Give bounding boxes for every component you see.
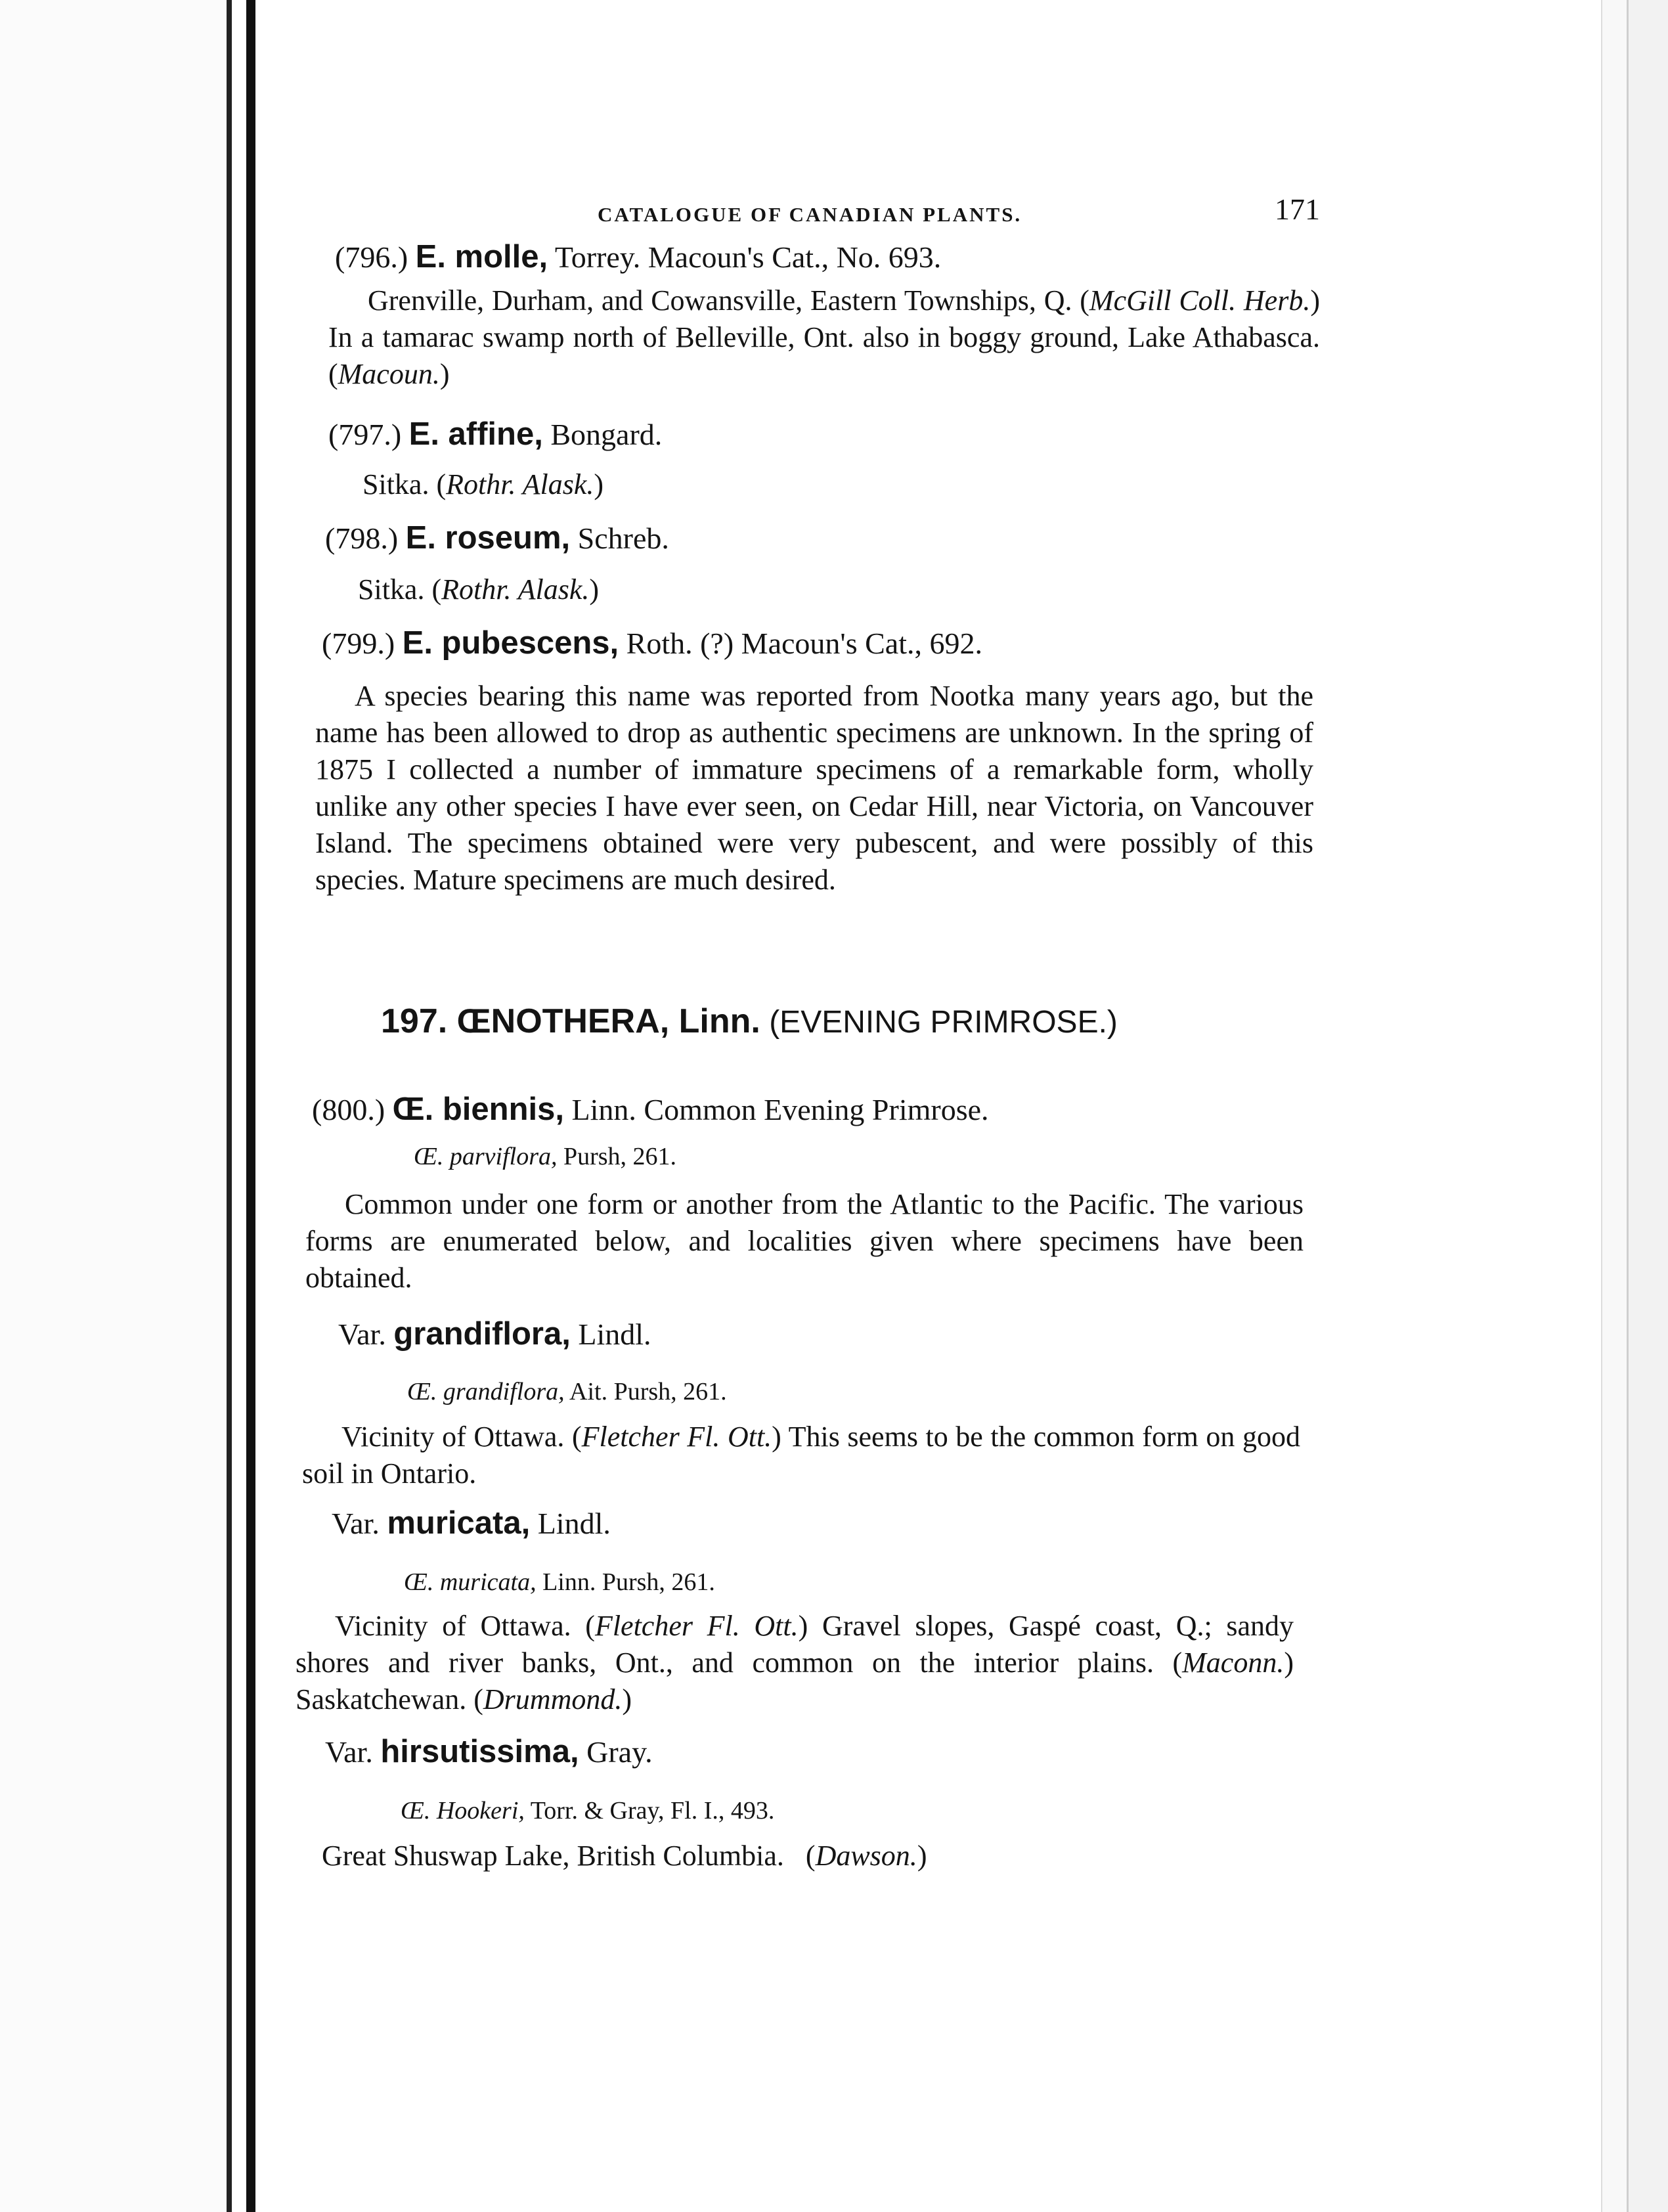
variety-authority: Gray. (586, 1735, 653, 1769)
synonym-name: Œ. muricata, (404, 1568, 537, 1596)
entry-authority: Bongard. (550, 418, 663, 451)
var-grandiflora-synonym (407, 1373, 1412, 1411)
variety-name: hirsutissima, (380, 1734, 579, 1769)
synonym-name: Œ. Hookeri, (401, 1797, 525, 1825)
locality-text: Grenville, Durham, and Cowansville, Eastern Townships, Q. (368, 284, 1072, 317)
note-text: This seems to be the common form on good soil in Ontario. (302, 1421, 1300, 1490)
entry-798-heading (325, 519, 1330, 558)
species-name: E. molle, (415, 239, 548, 275)
locality-text: Sitka. (358, 573, 425, 606)
var-grandiflora-text: Vicinity of Ottawa. (Fletcher Fl. Ott.) This seems to be the common form on good soil in Ontario. (302, 1421, 1300, 1490)
entry-number: (796.) (335, 240, 408, 274)
entry-796-heading (335, 238, 1340, 276)
running-title: CATALOGUE OF CANADIAN PLANTS. (598, 203, 1022, 226)
entry-number: (797.) (328, 418, 402, 451)
synonym-reference: Ait. Pursh, 261. (569, 1378, 727, 1405)
entry-authority: Roth. (?) Macoun's Cat., 692. (626, 627, 982, 660)
var-hirsutissima-text: Great Shuswap Lake, British Columbia. (Dawson.) (322, 1840, 927, 1872)
species-name: E. roseum, (405, 520, 571, 556)
entry-799-text: A species bearing this name was reported from Nootka many years ago, but the name has been allowed to drop as authentic specimens are unknown. In the spring of 1875 I collected a number of immature specimens of a remarkable form, wholly unlike any other species I have ever seen, on Cedar Hill, near Victoria, on Vancouver Island. The specimens obtained were very pubescent, and were possibly of this species. Mature specimens are much desired. (315, 680, 1313, 896)
citation: Fletcher Fl. Ott. (581, 1421, 772, 1453)
entry-800-text: Common under one form or another from the Atlantic to the Pacific. The various forms are enumerated below, and localities given where specimens have been obtained. (305, 1188, 1304, 1294)
var-prefix: Var. (338, 1317, 386, 1351)
var-grandiflora-heading (338, 1315, 1343, 1354)
var-hirsutissima-heading (325, 1733, 1330, 1771)
variety-name: muricata, (387, 1505, 531, 1541)
entry-authority: Linn. Common Evening Primrose. (571, 1093, 989, 1126)
locality-text: Great Shuswap Lake, British Columbia. (322, 1840, 784, 1872)
locality-text: Saskatchewan. (296, 1683, 467, 1715)
genus-heading (381, 1002, 1386, 1042)
var-hirsutissima-synonym (401, 1792, 1405, 1830)
facing-page-edge (0, 0, 227, 2212)
citation: Rothr. Alask. (446, 468, 594, 500)
page-number: 171 (1275, 192, 1320, 226)
entry-800-heading (312, 1090, 1317, 1129)
variety-authority: Lindl. (537, 1507, 611, 1540)
variety-authority: Lindl. (578, 1317, 651, 1351)
citation: Dawson. (815, 1840, 917, 1872)
synonym-reference: Pursh, 261. (563, 1143, 677, 1170)
page-binding-edge (246, 0, 255, 2212)
locality-text: Vicinity of Ottawa. (341, 1421, 565, 1453)
locality-text: Vicinity of Ottawa. (335, 1610, 571, 1642)
citation: Drummond. (483, 1683, 623, 1715)
species-name: Œ. biennis, (392, 1092, 565, 1127)
locality-text: Sitka. (362, 468, 429, 500)
entry-797-text: Sitka. (Rothr. Alask.) (362, 468, 604, 500)
species-name: E. pubescens, (402, 625, 619, 661)
citation: Rothr. Alask. (441, 573, 590, 606)
var-prefix: Var. (325, 1735, 373, 1769)
synonym-reference: Torr. & Gray, Fl. I., 493. (530, 1797, 775, 1825)
running-header (309, 190, 1320, 230)
genus-name: 197. ŒNOTHERA, Linn. (381, 1002, 760, 1040)
locality-text: In a tamarac swamp north of Belleville, Ont. also in boggy ground, Lake Athabasca. (328, 321, 1320, 353)
entry-799-heading (322, 624, 1327, 663)
entry-797-heading (328, 415, 1333, 454)
variety-name: grandiflora, (393, 1316, 571, 1352)
entry-796-text: Grenville, Durham, and Cowansville, Eastern Townships, Q. (McGill Coll. Herb.) In a tamarac swamp north of Belleville, Ont. also in boggy ground, Lake Athabasca. (Macoun.) (328, 284, 1320, 390)
entry-number: (798.) (325, 521, 399, 555)
var-muricata-heading (332, 1504, 1336, 1543)
var-prefix: Var. (332, 1507, 380, 1540)
page-edge-inner (1601, 0, 1629, 2212)
synonym-name: Œ. parviflora, (414, 1143, 558, 1170)
entry-number: (799.) (322, 627, 395, 660)
synonym-name: Œ. grandiflora, (407, 1378, 565, 1405)
entry-authority: Torrey. Macoun's Cat., No. 693. (554, 240, 942, 274)
var-muricata-synonym (404, 1563, 1409, 1601)
synonym-reference: Linn. Pursh, 261. (542, 1568, 715, 1596)
gutter-shadow (227, 0, 232, 2212)
entry-authority: Schreb. (577, 521, 669, 555)
citation: Macoun. (338, 358, 440, 390)
entry-798-text: Sitka. (Rothr. Alask.) (358, 573, 600, 606)
var-muricata-text: Vicinity of Ottawa. (Fletcher Fl. Ott.) Gravel slopes, Gaspé coast, Q.; sandy shores and river banks, Ont., and common on the interior plains. (Maconn.) Saskatchewan. (Drummond.) (296, 1610, 1294, 1715)
citation: McGill Coll. Herb. (1089, 284, 1311, 317)
citation: Maconn. (1182, 1647, 1284, 1679)
page-edge-outer (1627, 0, 1668, 2212)
genus-common-name: (EVENING PRIMROSE.) (769, 1005, 1118, 1040)
entry-number: (800.) (312, 1093, 385, 1126)
citation: Fletcher Fl. Ott. (594, 1610, 799, 1642)
locality-text: Gravel slopes, Gaspé coast, Q.; sandy shores and river banks, Ont., and common on the interior plains. (296, 1610, 1294, 1679)
species-name: E. affine, (408, 416, 543, 452)
entry-800-synonym (414, 1138, 1418, 1176)
